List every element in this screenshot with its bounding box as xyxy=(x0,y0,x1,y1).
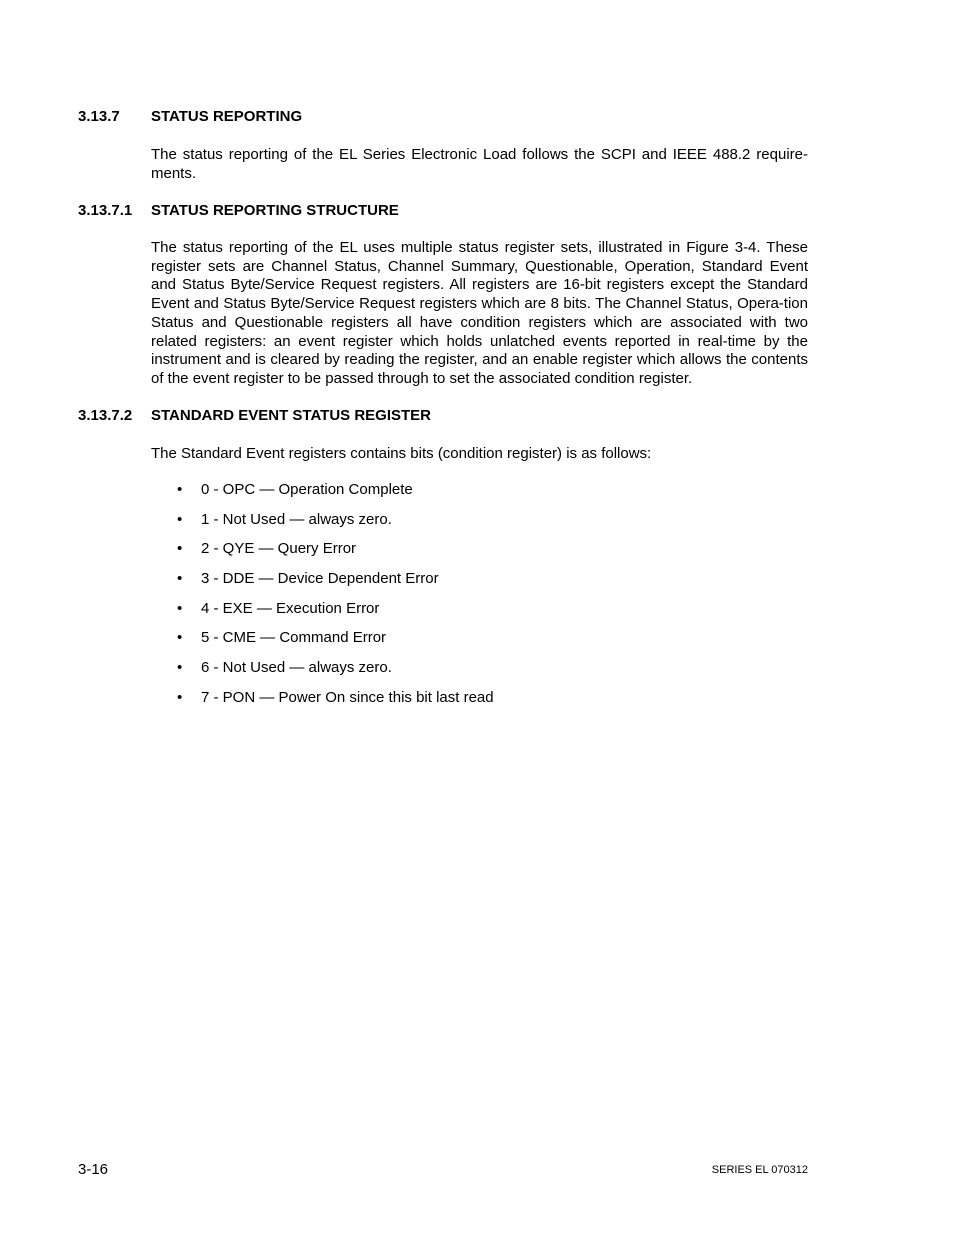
register-bit-list xyxy=(177,481,494,719)
list-item-text: 5 - CME — Command Error xyxy=(201,629,387,647)
bullet-icon: • xyxy=(177,659,183,677)
list-item xyxy=(177,511,494,541)
bullet-icon: • xyxy=(177,599,183,617)
list-item-text: 0 - OPC — Operation Complete xyxy=(201,481,413,498)
list-item xyxy=(177,540,494,570)
bullet-icon: • xyxy=(177,510,183,528)
bullet-icon: • xyxy=(177,688,183,706)
bullet-icon: • xyxy=(177,629,183,647)
paragraph-status-reporting-structure: The status reporting of the EL uses multiple status register sets, illustrated in Figure 3-4. These register sets are Channel Status, Channel Summary, Questionable, Operation, Standard Event and Status Byte/Service Request registers. All registers are 16-bit registers except the Standard Event and Status Byte/Service Request registers which are 8 bits. The Channel Status, Opera-tion Status and Questionable registers all have condition registers which are associated with two related registers: an event register which holds unlatched events reported in real-time by the instrument and is cleared by reading the register, and an enable register which allows the contents of the event register to be passed through to set the associated condition register. xyxy=(151,239,808,387)
section-number: 3.13.7.1 xyxy=(78,202,133,219)
section-number: 3.13.7.2 xyxy=(78,407,133,424)
list-item xyxy=(177,659,494,689)
section-title: STANDARD EVENT STATUS REGISTER xyxy=(151,407,432,424)
list-item-text: 1 - Not Used — always zero. xyxy=(201,510,392,528)
paragraph-standard-event-intro: The Standard Event registers contains bits (condition register) is as follows: xyxy=(151,445,652,462)
list-item xyxy=(177,689,494,719)
list-item xyxy=(177,600,494,630)
list-item-text: 4 - EXE — Execution Error xyxy=(201,599,380,617)
list-item-text: 3 - DDE — Device Dependent Error xyxy=(201,570,439,588)
bullet-icon: • xyxy=(177,540,183,558)
list-item xyxy=(177,629,494,659)
list-item-text: 7 - PON — Power On since this bit last read xyxy=(201,688,494,706)
section-heading-status-reporting-structure xyxy=(78,202,399,219)
document-id: SERIES EL 070312 xyxy=(711,1164,808,1176)
section-title: STATUS REPORTING STRUCTURE xyxy=(151,202,399,219)
list-item-text: 2 - QYE — Query Error xyxy=(201,540,357,558)
bullet-icon: • xyxy=(177,570,183,588)
section-number: 3.13.7 xyxy=(78,108,120,125)
section-title: STATUS REPORTING xyxy=(151,108,303,125)
paragraph-status-reporting: The status reporting of the EL Series Electronic Load follows the SCPI and IEEE 488.2 require-ments. xyxy=(151,146,808,182)
bullet-icon: • xyxy=(177,481,183,498)
list-item-text: 6 - Not Used — always zero. xyxy=(201,659,392,677)
list-item xyxy=(177,570,494,600)
page-number: 3-16 xyxy=(78,1161,109,1178)
section-heading-standard-event-status-register xyxy=(78,407,431,424)
section-heading-status-reporting xyxy=(78,108,302,125)
list-item xyxy=(177,481,494,511)
